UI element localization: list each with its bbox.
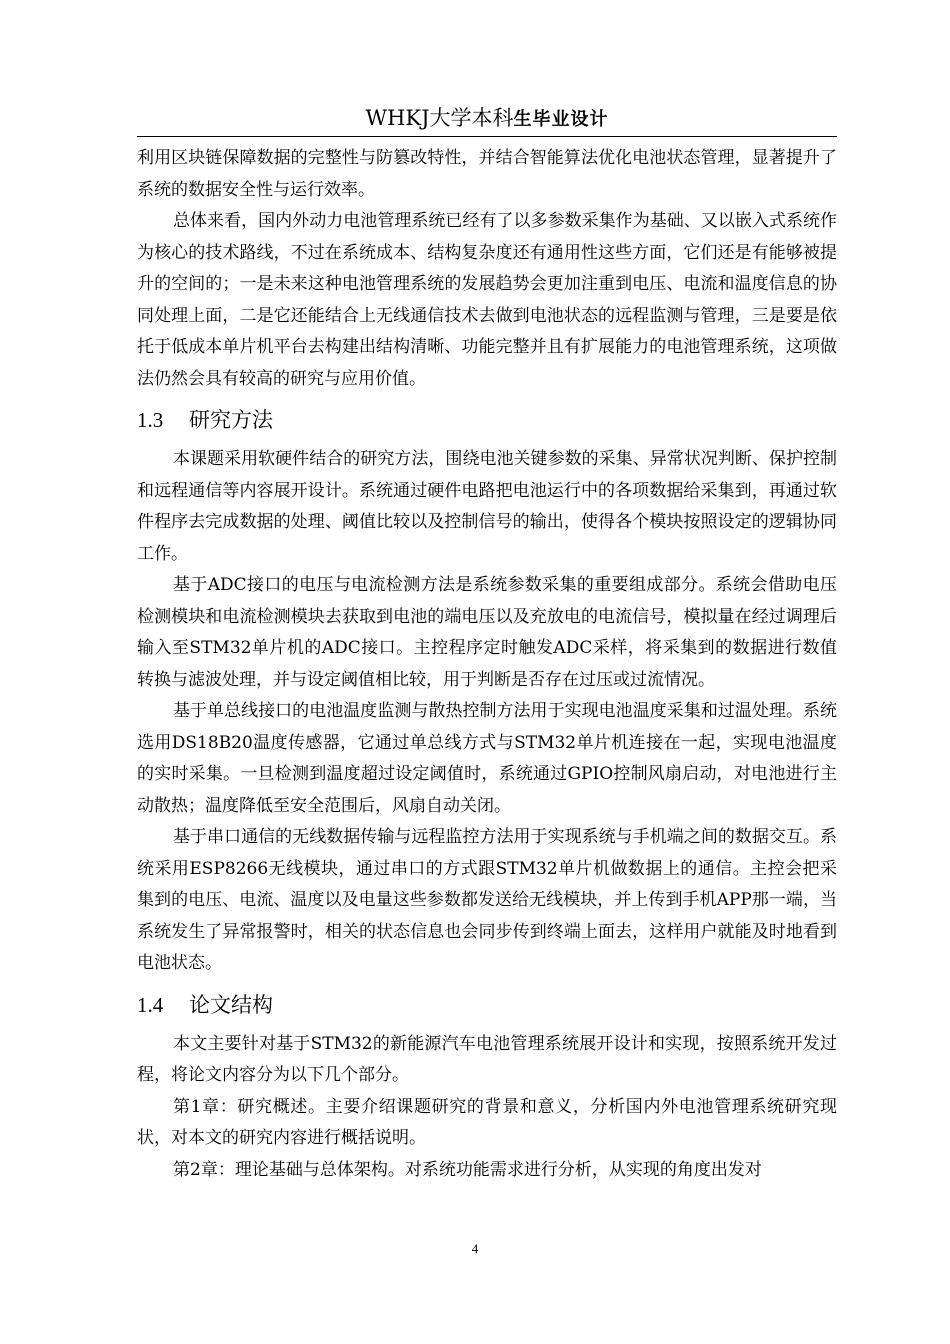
- section-title: 研究方法: [189, 408, 273, 432]
- section-number: 1.3: [137, 408, 164, 432]
- paragraph: 本课题采用软硬件结合的研究方法，围绕电池关键参数的采集、异常状况判断、保护控制和远程通信等内容展开设计。系统通过硬件电路把电池运行中的各项数据给采集到，再通过软件程序去完成数据的处理、阈值比较以及控制信号的输出，使得各个模块按照设定的逻辑协同工作。: [137, 449, 837, 564]
- paragraph: 第2章：理论基础与总体架构。对系统功能需求进行分析，从实现的角度出发对: [173, 1159, 762, 1180]
- paragraph: 本文主要针对基于STM32的新能源汽车电池管理系统展开设计和实现，按照系统开发过程，将论文内容分为以下几个部分。: [137, 1033, 837, 1085]
- page-number: 4: [471, 1241, 479, 1256]
- paragraph-continued: 利用区块链保障数据的完整性与防篡改特性，并结合智能算法优化电池状态管理，显著提升了系统的数据安全性与运行效率。: [137, 148, 837, 200]
- page-header: [137, 103, 837, 133]
- paragraph: 第1章：研究概述。主要介绍课题研究的背景和意义，分析国内外电池管理系统研究现状，对本文的研究内容进行概括说明。: [137, 1096, 837, 1148]
- paragraph: 基于串口通信的无线数据传输与远程监控方法用于实现系统与手机端之间的数据交互。系统采用ESP8266无线模块，通过串口的方式跟STM32单片机做数据上的通信。主控会把采集到的电压、电流、温度以及电量这些参数都发送给无线模块，并上传到手机APP那一端，当系统发生了异常报警时，相关的状态信息也会同步传到终端上面去，这样用户就能及时地看到电池状态。: [137, 827, 837, 973]
- paragraph: 基于单总线接口的电池温度监测与散热控制方法用于实现电池温度采集和过温处理。系统选用DS18B20温度传感器，它通过单总线方式与STM32单片机连接在一起，实现电池温度的实时采集。一旦检测到温度超过设定阈值时，系统通过GPIO控制风扇启动，对电池进行主动散热；温度降低至安全范围后，风扇自动关闭。: [137, 701, 837, 816]
- section-heading-1-4: [137, 987, 837, 1023]
- header-title: WHKJ大学本科: [365, 106, 514, 130]
- section-number: 1.4: [137, 992, 164, 1017]
- paragraph: 基于ADC接口的电压与电流检测方法是系统参数采集的重要组成部分。系统会借助电压检测模块和电流检测模块去获取到电池的端电压以及充放电的电流信号，模拟量在经过调理后输入至STM32单片机的ADC接口。主控程序定时触发ADC采样，将采集到的数据进行数值转换与滤波处理，并与设定阈值相比较，用于判断是否存在过压或过流情况。: [137, 575, 837, 690]
- header-title-bold: 生毕业设计: [513, 109, 609, 130]
- section-heading-1-3: [137, 402, 837, 438]
- section-title: 论文结构: [189, 992, 273, 1017]
- paragraph-summary: 总体来看，国内外动力电池管理系统已经有了以多参数采集作为基础、又以嵌入式系统作为核心的技术路线，不过在系统成本、结构复杂度还有通用性这些方面，它们还是有能够被提升的空间的；一是未来这种电池管理系统的发展趋势会更加注重到电压、电流和温度信息的协同处理上面，二是它还能结合上无线通信技术去做到电池状态的远程监测与管理，三是要是依托于低成本单片机平台去构建出结构清晰、功能完整并且有扩展能力的电池管理系统，这项做法仍然会具有较高的研究与应用价值。: [137, 211, 837, 389]
- header-rule: [137, 136, 837, 137]
- page-body: [137, 143, 837, 1186]
